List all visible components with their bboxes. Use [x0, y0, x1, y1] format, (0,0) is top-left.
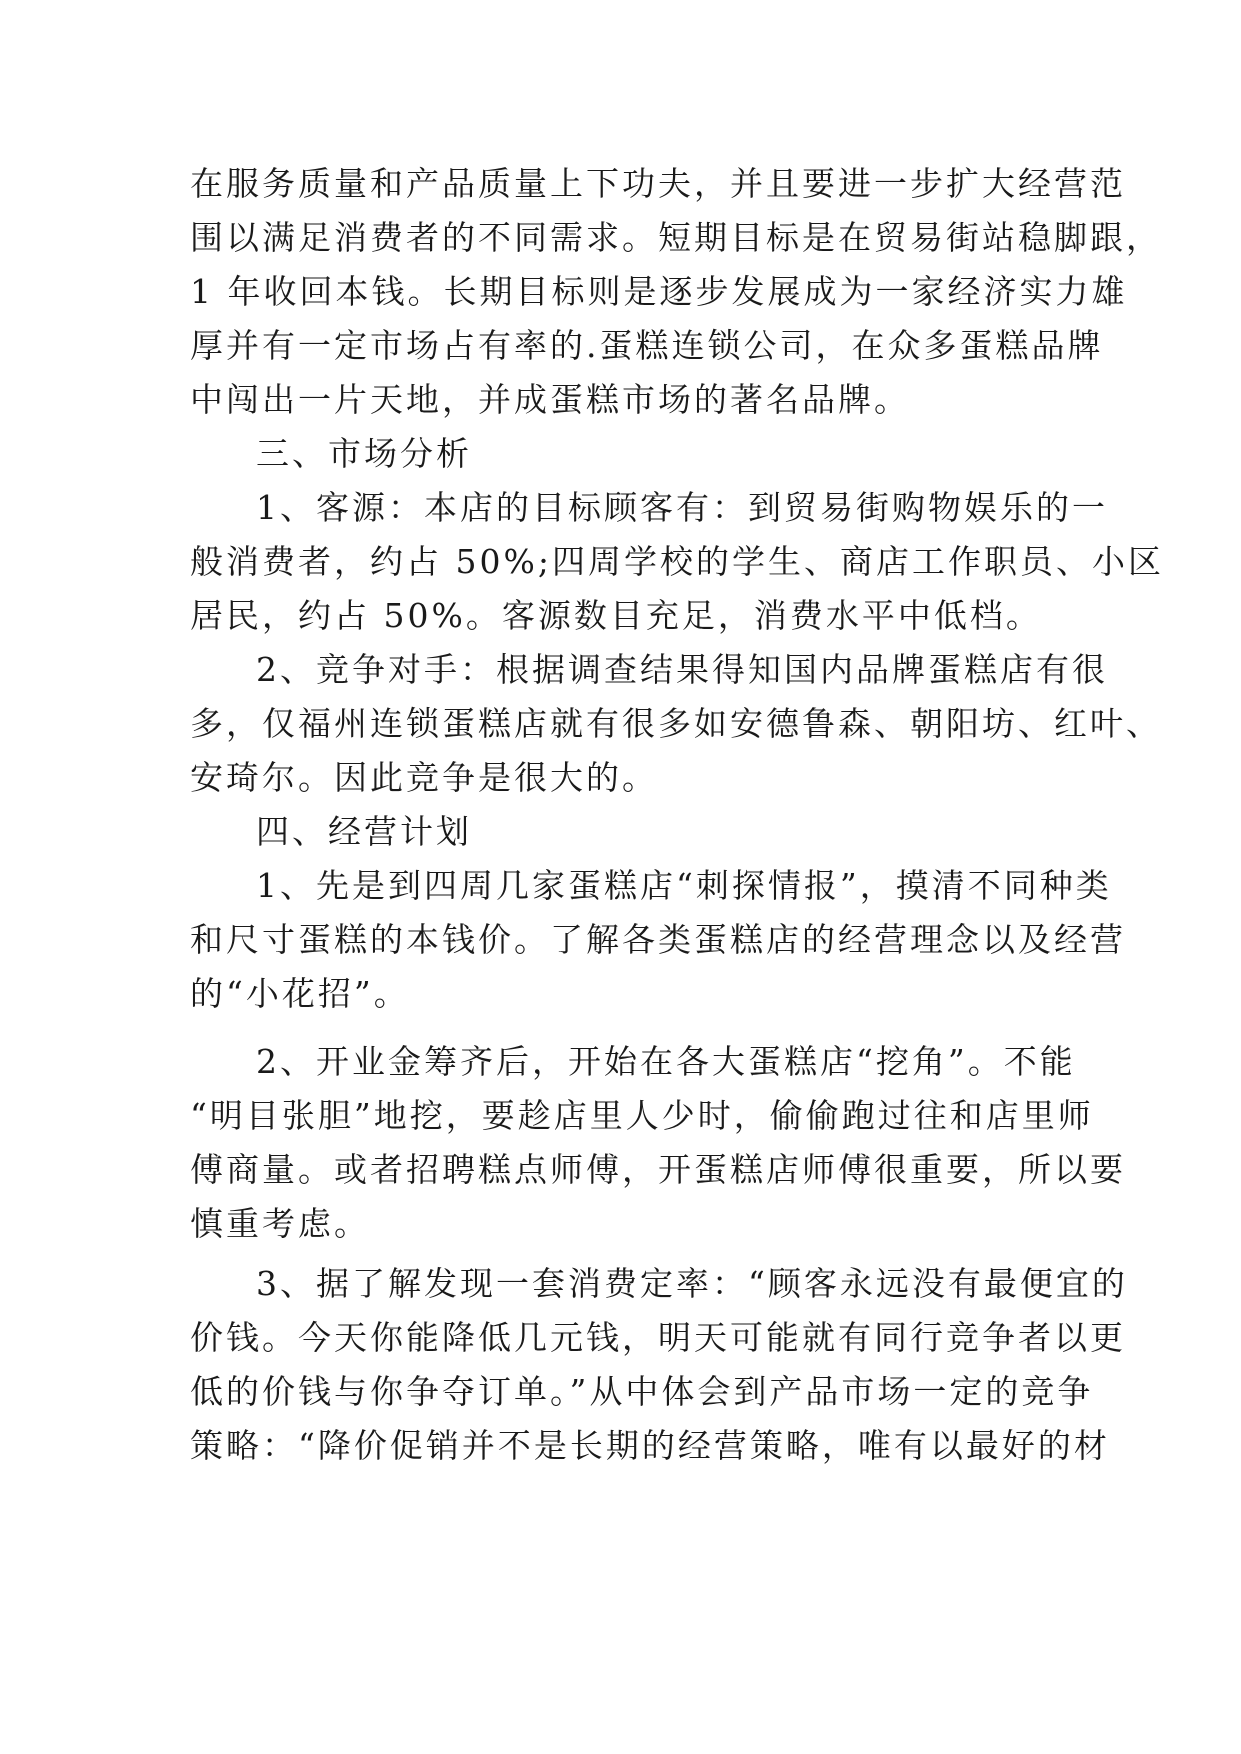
paragraph-line: 居民，约占 50%。客源数目充足，消费水平中低档。	[190, 596, 1042, 635]
paragraph-line: 厚并有一定市场占有率的.蛋糕连锁公司，在众多蛋糕品牌	[190, 326, 1104, 365]
paragraph-line: 2、开业金筹齐后，开始在各大蛋糕店“挖角”。不能	[256, 1042, 1076, 1081]
paragraph-line: “明目张胆”地挖，要趁店里人少时，偷偷跑过往和店里师	[190, 1096, 1094, 1135]
paragraph-line: 和尺寸蛋糕的本钱价。了解各类蛋糕店的经营理念以及经营	[190, 920, 1126, 959]
paragraph-line: 1 年收回本钱。长期目标则是逐步发展成为一家经济实力雄	[190, 272, 1128, 311]
paragraph-line: 慎重考虑。	[190, 1204, 370, 1243]
paragraph-line: 的“小花招”。	[190, 974, 410, 1013]
paragraph-line: 安琦尔。因此竞争是很大的。	[190, 758, 658, 797]
paragraph-line: 傅商量。或者招聘糕点师傅，开蛋糕店师傅很重要，所以要	[190, 1150, 1126, 1189]
section-heading: 三、市场分析	[256, 434, 472, 473]
paragraph-line: 多，仅福州连锁蛋糕店就有很多如安德鲁森、朝阳坊、红叶、	[190, 704, 1162, 743]
paragraph-line: 1、先是到四周几家蛋糕店“刺探情报”，摸清不同种类	[256, 866, 1112, 905]
paragraph-line: 3、据了解发现一套消费定率：“顾客永远没有最便宜的	[256, 1264, 1128, 1303]
paragraph-line: 般消费者，约占 50%;四周学校的学生、商店工作职员、小区	[190, 542, 1164, 581]
paragraph-line: 中闯出一片天地，并成蛋糕市场的著名品牌。	[190, 380, 910, 419]
section-heading: 四、经营计划	[256, 812, 472, 851]
paragraph-line: 2、竞争对手：根据调查结果得知国内品牌蛋糕店有很	[256, 650, 1108, 689]
paragraph-line: 低的价钱与你争夺订单。”从中体会到产品市场一定的竞争	[190, 1372, 1094, 1411]
paragraph-line: 围以满足消费者的不同需求。短期目标是在贸易街站稳脚跟，	[190, 218, 1162, 257]
paragraph-line: 策略：“降价促销并不是长期的经营策略，唯有以最好的材	[190, 1426, 1110, 1465]
paragraph-line: 1、客源：本店的目标顾客有：到贸易街购物娱乐的一	[256, 488, 1108, 527]
paragraph-line: 价钱。今天你能降低几元钱，明天可能就有同行竞争者以更	[190, 1318, 1126, 1357]
paragraph-line: 在服务质量和产品质量上下功夫，并且要进一步扩大经营范	[190, 164, 1126, 203]
